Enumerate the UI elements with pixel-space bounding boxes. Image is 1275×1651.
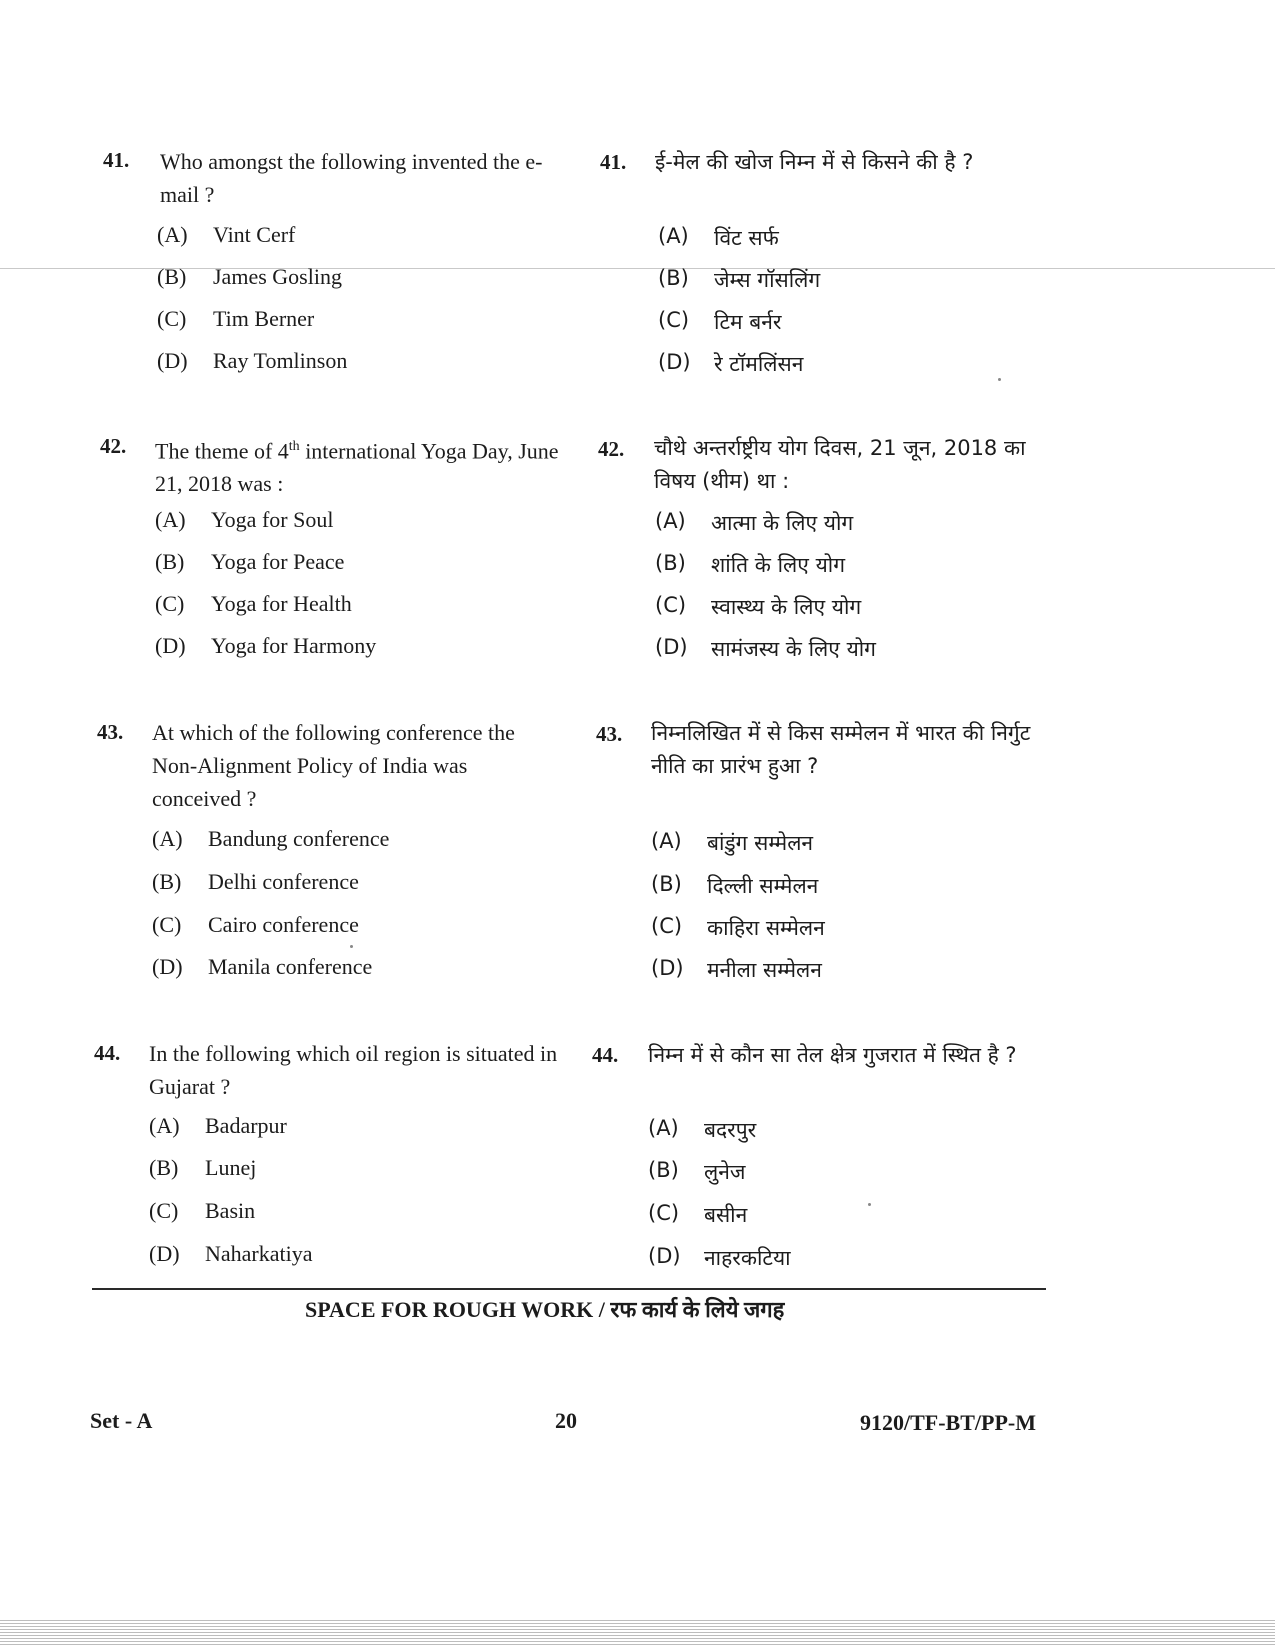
question-43-text-en: At which of the following conference the Non-Alignment Policy of India was conceived ? xyxy=(152,720,515,811)
question-42-text-hi: चौथे अन्तर्राष्ट्रीय योग दिवस, 21 जून, 2018 का विषय (थीम) था : xyxy=(654,436,1026,493)
scan-artifact-line xyxy=(0,268,1275,269)
question-41-text-en: Who amongst the following invented the e-mail ? xyxy=(160,149,543,207)
scan-speck xyxy=(868,1203,871,1206)
footer-page-number: 20 xyxy=(555,1408,577,1433)
rough-work-label: SPACE FOR ROUGH WORK / रफ कार्य के लिये जगह xyxy=(305,1297,785,1322)
question-42-text-en: The theme of 4th international Yoga Day, June 21, 2018 was : xyxy=(155,438,559,497)
question-44-text-en: In the following which oil region is situated in Gujarat ? xyxy=(149,1041,558,1099)
question-44-number-hi: 44. xyxy=(592,1043,619,1067)
scan-bottom-band xyxy=(0,1618,1275,1646)
question-44-number-en: 44. xyxy=(94,1041,121,1065)
footer-paper-code: 9120/TF-BT/PP-M xyxy=(860,1410,1036,1435)
question-42-number-en: 42. xyxy=(100,434,127,458)
question-41-number-en: 41. xyxy=(103,148,130,172)
question-44-text-hi: निम्न में से कौन सा तेल क्षेत्र गुजरात में स्थित है ? xyxy=(648,1043,1017,1067)
rough-work-divider xyxy=(92,1288,1046,1290)
question-43-number-hi: 43. xyxy=(596,722,623,746)
scan-speck xyxy=(998,378,1001,381)
footer-set: Set - A xyxy=(90,1408,153,1433)
scan-speck xyxy=(350,945,353,948)
question-41-text-hi: ई-मेल की खोज निम्न में से किसने की है ? xyxy=(655,150,974,174)
question-43-number-en: 43. xyxy=(97,720,124,744)
question-41-number-hi: 41. xyxy=(600,150,627,174)
question-43-text-hi: निम्नलिखित में से किस सम्मेलन में भारत की निर्गुट नीति का प्रारंभ हुआ ? xyxy=(651,721,1031,778)
question-42-number-hi: 42. xyxy=(598,437,625,461)
